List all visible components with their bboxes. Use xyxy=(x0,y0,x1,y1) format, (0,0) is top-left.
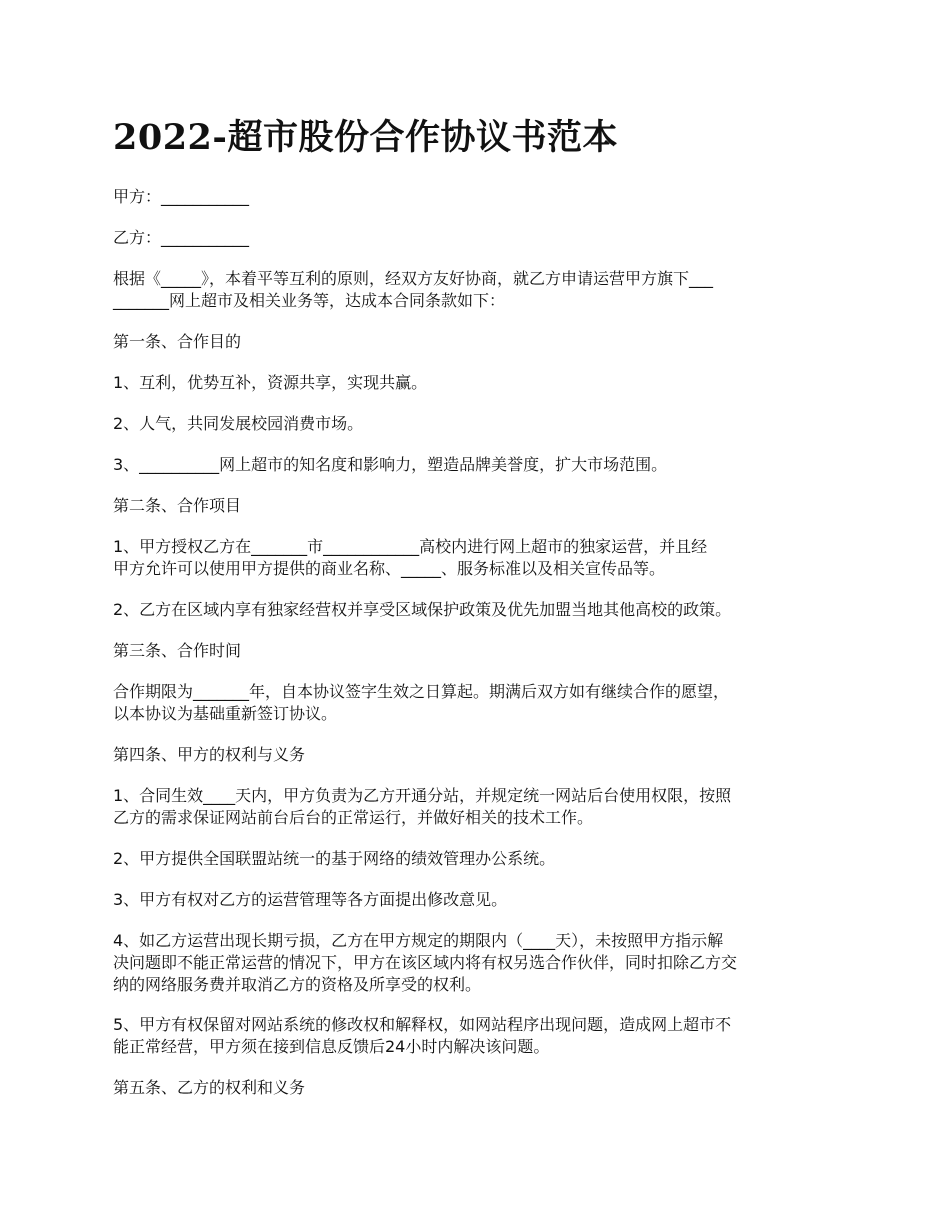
article-2-item-1: 1、甲方授权乙方在_______市____________高校内进行网上超市的独家运营，并且经 甲方允许可以使用甲方提供的商业名称、_____、服务标准以及相关宣传品等。 xyxy=(113,537,708,578)
article-1-item-2: 2、人气，共同发展校园消费市场。 xyxy=(113,414,364,433)
article-2-item-2: 2、乙方在区域内享有独家经营权并享受区域保护政策及优先加盟当地其他高校的政策。 xyxy=(113,600,732,619)
article-5-heading: 第五条、乙方的权利和义务 xyxy=(113,1078,306,1097)
article-4-heading: 第四条、甲方的权利与义务 xyxy=(113,745,306,764)
article-3-heading: 第三条、合作时间 xyxy=(113,641,242,660)
article-3-paragraph: 合作期限为_______年，自本协议签字生效之日算起。期满后双方如有继续合作的愿望， 以本协议为基础重新签订协议。 xyxy=(113,682,730,723)
party-a-line: 甲方：___________ xyxy=(113,187,250,206)
document-title: 2022-超市股份合作协议书范本 xyxy=(113,117,618,158)
party-b-line: 乙方：___________ xyxy=(113,228,250,247)
article-1-heading: 第一条、合作目的 xyxy=(113,332,242,351)
article-2-heading: 第二条、合作项目 xyxy=(113,496,242,515)
article-4-item-2: 2、甲方提供全国联盟站统一的基于网络的绩效管理办公系统。 xyxy=(113,849,556,868)
article-1-item-1: 1、互利，优势互补，资源共享，实现共赢。 xyxy=(113,373,428,392)
article-4-item-3: 3、甲方有权对乙方的运营管理等各方面提出修改意见。 xyxy=(113,890,508,909)
preamble-paragraph: 根据《_____》，本着平等互利的原则，经双方友好协商，就乙方申请运营甲方旗下___ _______网上超市及相关业务等，达成本合同条款如下： xyxy=(113,269,714,310)
article-4-item-5: 5、甲方有权保留对网站系统的修改权和解释权，如网站程序出现问题，造成网上超市不 能正常经营，甲方须在接到信息反馈后24小时内解决该问题。 xyxy=(113,1015,732,1056)
article-4-item-1: 1、合同生效____天内，甲方负责为乙方开通分站，并规定统一网站后台使用权限，按照 乙方的需求保证网站前台后台的正常运行，并做好相关的技术工作。 xyxy=(113,786,732,827)
article-1-item-3: 3、__________网上超市的知名度和影响力，塑造品牌美誉度，扩大市场范围。 xyxy=(113,455,668,474)
article-4-item-4: 4、如乙方运营出现长期亏损，乙方在甲方规定的期限内（____天），未按照甲方指示解 决问题即不能正常运营的情况下，甲方在该区域内将有权另选合作伙伴，同时扣除乙方交 纳的网络服务费并取消乙方的资格及所享受的权利。 xyxy=(113,931,738,994)
